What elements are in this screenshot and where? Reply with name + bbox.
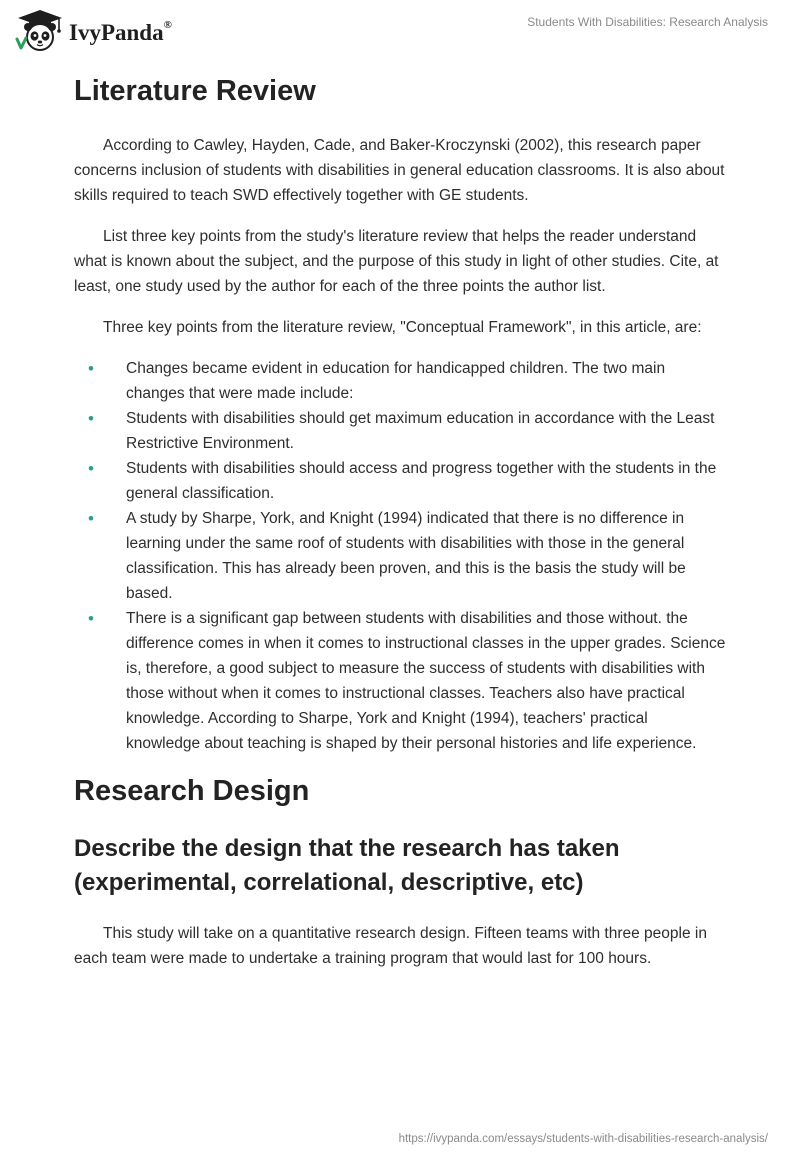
list-item: • There is a significant gap between students with disabilities and those without. the difference comes in when it comes to instructional classes in the upper grades. Science is, therefore, a good subject to measure the success of students with disabilities with those without when it comes to instructional classes. Teachers also have practical knowledge. According to Sharpe, York and Knight (1994), teachers' practical knowledge about teaching is shaped by their personal histories and life experience. [74, 606, 726, 756]
brand-name: IvyPanda® [69, 19, 172, 45]
bullet-dot-icon: • [88, 609, 94, 628]
bullet-dot-icon: • [88, 509, 94, 528]
paragraph: Three key points from the literature review, "Conceptual Framework", in this article, are: [103, 319, 702, 336]
paragraph: List three key points from the study's literature review that helps the reader understand what is known about the subject, and the purpose of this study in light of other studies. Cite, at least, one study used by the author for each of the three points the author list. [74, 228, 719, 295]
source-url[interactable]: https://ivypanda.com/essays/students-with-disabilities-research-analysis/ [398, 1133, 768, 1145]
list-item: • Students with disabilities should access and progress together with the students in the general classification. [74, 456, 726, 506]
heading-literature-review: Literature Review [74, 75, 316, 107]
paragraph: According to Cawley, Hayden, Cade, and Baker-Kroczynski (2002), this research paper concerns inclusion of students with disabilities in general education classrooms. It is also about skills required to teach SWD effectively together with GE students. [74, 137, 725, 204]
bullet-dot-icon: • [88, 409, 94, 428]
key-points-list [74, 356, 726, 756]
brand-logo[interactable] [14, 8, 172, 52]
subheading-design-type: Describe the design that the research has taken (experimental, correlational, descriptive, etc) [74, 835, 620, 896]
running-title: Students With Disabilities: Research Analysis [527, 15, 768, 29]
panda-graduate-icon [14, 8, 66, 52]
list-item: • A study by Sharpe, York, and Knight (1994) indicated that there is no difference in learning under the same roof of students with disabilities with those in the general classification. This has already been proven, and this is the basis the study will be based. [74, 506, 726, 606]
article-body [74, 74, 726, 971]
list-item: • Changes became evident in education for handicapped children. The two main changes that were made include: [74, 356, 726, 406]
paragraph: This study will take on a quantitative research design. Fifteen teams with three people in each team were made to undertake a training program that would last for 100 hours. [74, 925, 707, 967]
page-header [0, 0, 800, 60]
heading-research-design: Research Design [74, 775, 310, 807]
bullet-dot-icon: • [88, 359, 94, 378]
list-item: • Students with disabilities should get maximum education in accordance with the Least Restrictive Environment. [74, 406, 726, 456]
bullet-dot-icon: • [88, 459, 94, 478]
